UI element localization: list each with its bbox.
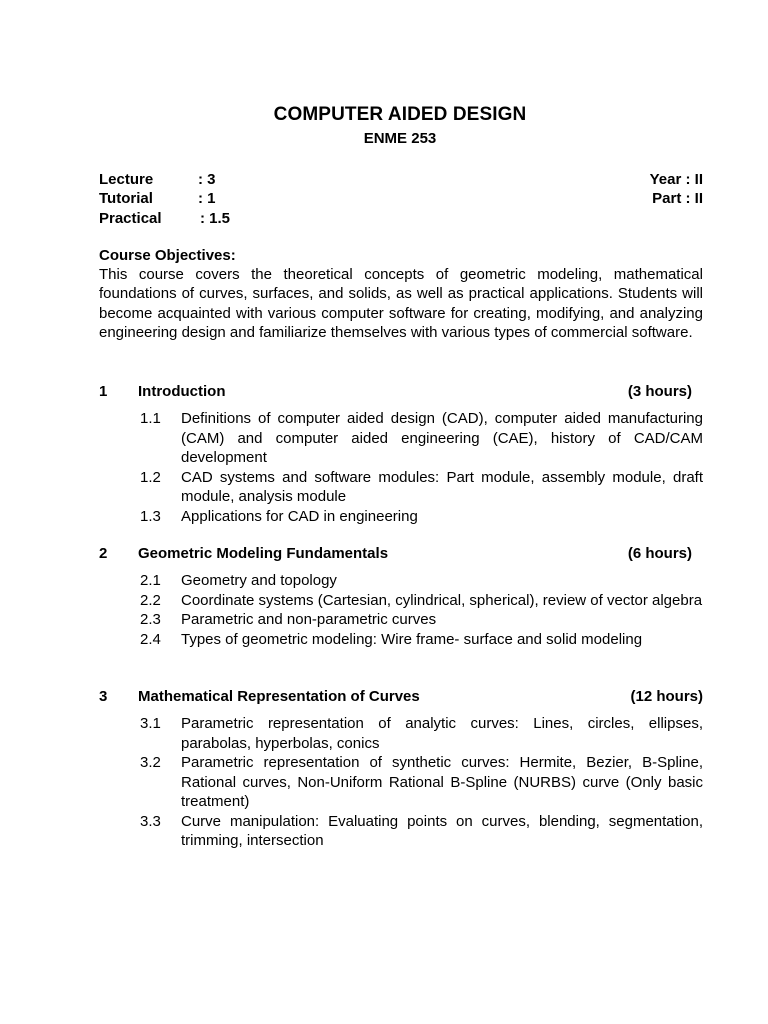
item-text: CAD systems and software modules: Part module, assembly module, draft module, analysis module [181,468,703,505]
practical-label: Practical [99,210,162,227]
section-header [99,687,703,706]
item-number: 2.2 [140,591,161,609]
item-text: Parametric representation of analytic curves: Lines, circles, ellipses, parabolas, hyperbolas, conics [181,715,703,752]
section-title: Mathematical Representation of Curves [138,688,420,705]
list-item [140,753,703,812]
section-number: 2 [99,545,108,562]
section-header [99,544,692,563]
section-number: 1 [99,383,108,400]
course-objectives [99,246,703,343]
list-item [140,630,703,650]
item-number: 1.2 [140,468,161,486]
item-number: 3.1 [140,715,161,732]
course-title: COMPUTER AIDED DESIGN [273,104,527,125]
section-number: 3 [99,688,108,705]
item-text: Definitions of computer aided design (CAD), computer aided manufacturing (CAM) and computer aided engineering (CAE), history of CAD/CAM development [181,410,703,466]
item-text: Parametric and non-parametric curves [181,611,437,628]
item-text: Coordinate systems (Cartesian, cylindrical, spherical), review of vector algebra [181,591,703,609]
section-hours: (6 hours) [627,545,692,562]
section-title: Geometric Modeling Fundamentals [138,545,389,562]
list-item [140,610,703,630]
item-number: 2.3 [140,611,161,628]
practical-value: : 1.5 [200,210,231,227]
section-3 [99,687,703,851]
item-number: 2.4 [140,630,161,648]
item-number: 3.3 [140,812,161,830]
section-2 [99,544,703,649]
objectives-heading: Course Objectives: [99,247,236,264]
list-item [140,409,703,468]
list-item [140,468,703,507]
section-title: Introduction [138,383,226,400]
list-item [140,714,703,753]
item-text: Geometry and topology [181,572,337,589]
item-number: 1.3 [140,507,161,525]
objectives-text: This course covers the theoretical concepts of geometric modeling, mathematical foundations of curves, surfaces, and solids, as well as practical applications. Students will become acquainted with various computer software for creating, modifying, and analyzing engineering design and familiarize themselves with various types of commercial software. [99,266,703,342]
item-text: Applications for CAD in engineering [181,507,418,525]
section-hours: (3 hours) [627,383,692,400]
lecture-label: Lecture [99,171,154,188]
item-text: Parametric representation of synthetic curves: Hermite, Bezier, B-Spline, Rational curves, Non-Uniform Rational B-Spline (NURBS) curve (Only basic treatment) [181,754,703,810]
list-item [140,591,703,611]
year-value: Year : II [649,171,703,188]
tutorial-label: Tutorial [99,190,153,207]
item-number: 2.1 [140,572,161,589]
item-number: 1.1 [140,410,161,427]
list-item [140,507,703,527]
lecture-value: : 3 [198,171,216,188]
list-item [140,812,703,851]
course-code: ENME 253 [363,130,437,147]
section-1 [99,382,703,526]
part-value: Part : II [652,190,703,207]
item-text: Types of geometric modeling: Wire frame- surface and solid modeling [181,630,643,648]
section-hours: (12 hours) [630,688,703,705]
section-header [99,382,692,401]
item-text: Curve manipulation: Evaluating points on curves, blending, segmentation, trimming, intersection [181,812,703,849]
item-number: 3.2 [140,754,161,771]
tutorial-value: : 1 [198,190,216,207]
list-item [140,571,703,591]
